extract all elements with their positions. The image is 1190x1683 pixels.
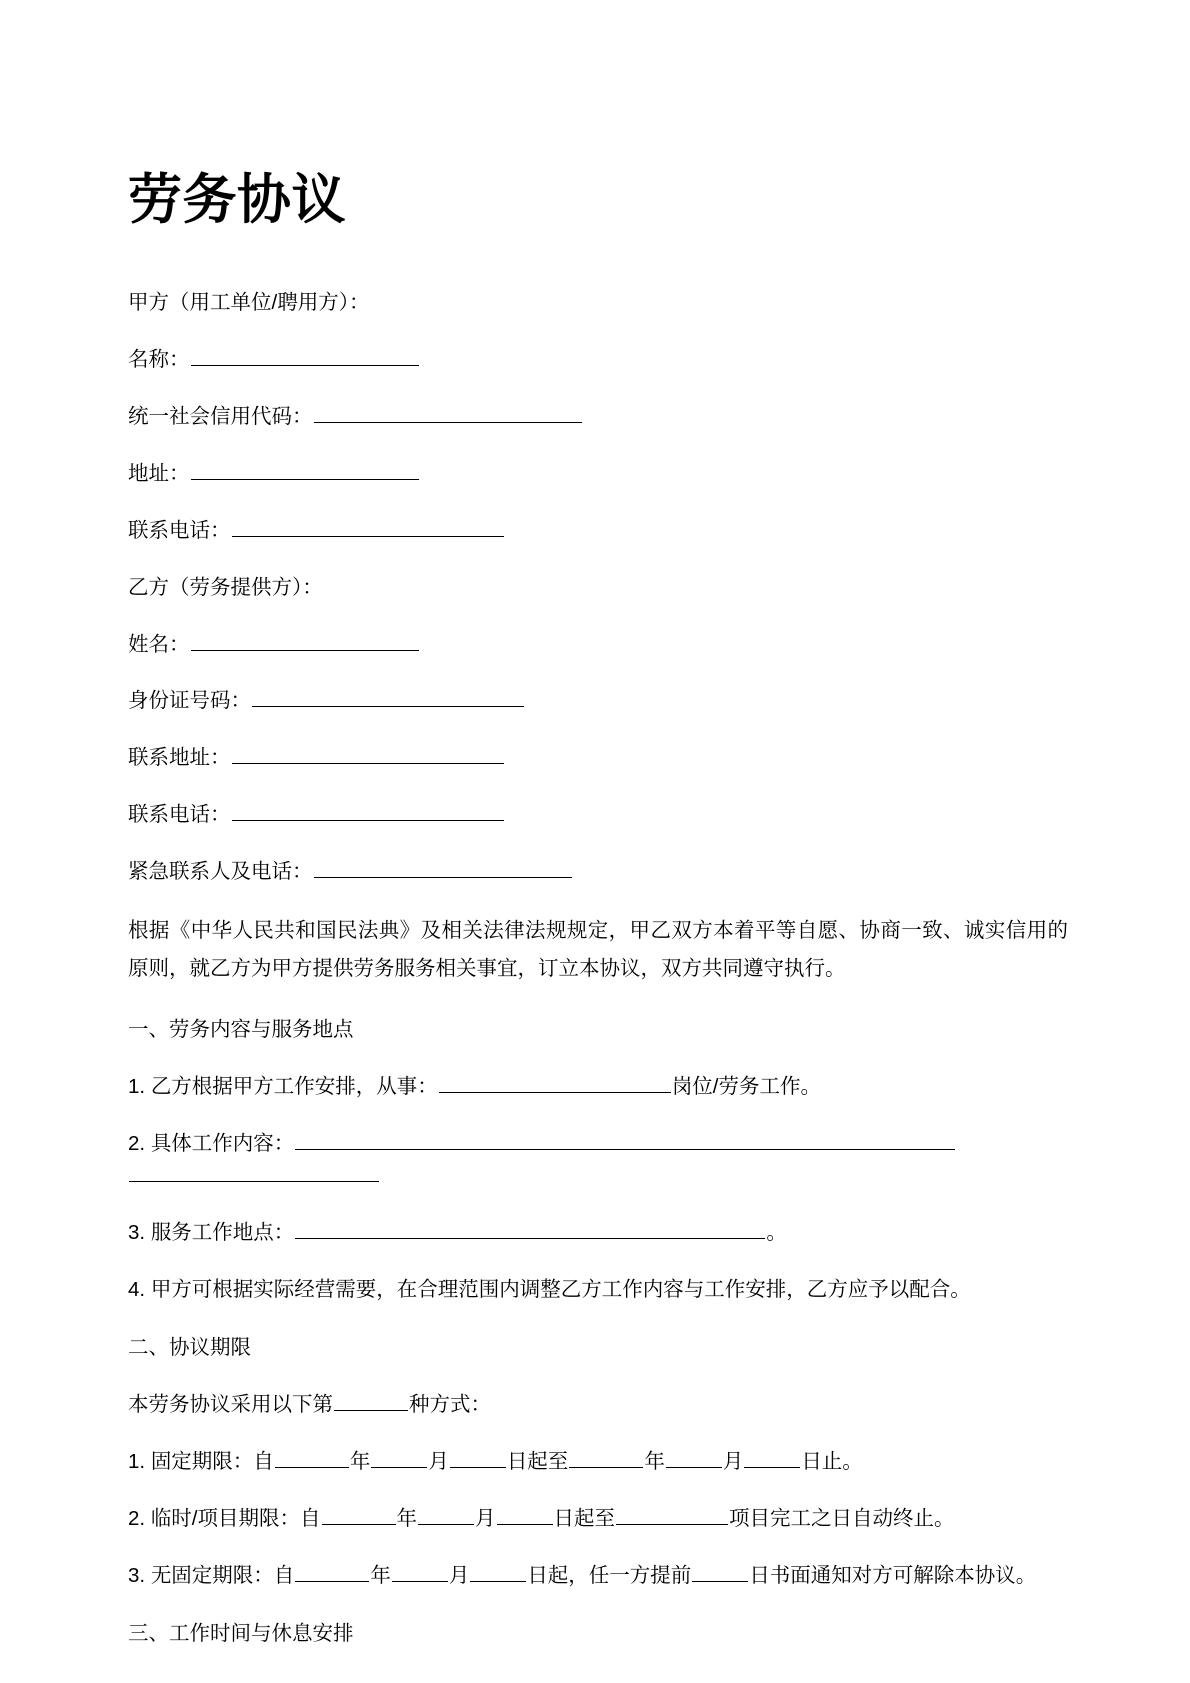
field-blank-emergency-contact[interactable] <box>314 858 572 878</box>
field-blank-contact-address[interactable] <box>232 744 504 764</box>
field-label: 联系电话： <box>128 518 231 542</box>
item-blank-end-year[interactable] <box>569 1447 643 1467</box>
item-number: 3. <box>128 1221 146 1245</box>
field-label: 名称： <box>128 347 190 371</box>
preamble-paragraph: 根据《中华人民共和国民法典》及相关法律法规规定，甲乙双方本着平等自愿、协商一致、诚实信用的原则，就乙方为甲方提供劳务服务相关事宜，订立本协议，双方共同遵守执行。 <box>128 919 1068 981</box>
section-heading-2: 二、协议期限 <box>128 1336 251 1359</box>
item-blank-project-start-day[interactable] <box>497 1504 553 1524</box>
item-blank-open-start-day[interactable] <box>470 1561 526 1581</box>
unit-year: 年 <box>370 1563 391 1587</box>
section-2-intro <box>128 1364 1068 1421</box>
party-b-heading: 乙方（劳务提供方）： <box>128 575 323 599</box>
field-blank-phone[interactable] <box>232 516 504 536</box>
item-blank-start-day[interactable] <box>450 1447 506 1467</box>
party-a-field-phone <box>128 490 1068 547</box>
item-blank-end-month[interactable] <box>666 1447 722 1467</box>
item-text-tail: 项目完工之日自动终止。 <box>729 1506 955 1530</box>
section-1-item-1 <box>128 1046 1068 1103</box>
field-label: 姓名： <box>128 632 190 656</box>
party-a-heading: 甲方（用工单位/聘用方）： <box>128 290 370 314</box>
field-label: 紧急联系人及电话： <box>128 860 313 884</box>
item-text-tail: 日书面通知对方可解除本协议。 <box>749 1563 1037 1587</box>
item-blank-end-day[interactable] <box>744 1447 800 1467</box>
item-text: 具体工作内容： <box>150 1132 295 1156</box>
section-1-item-3 <box>128 1192 1068 1249</box>
item-blank-open-start-year[interactable] <box>295 1561 369 1581</box>
item-text: 固定期限：自 <box>150 1449 274 1473</box>
item-blank-work-location[interactable] <box>295 1219 765 1239</box>
section-2-item-1 <box>128 1421 1068 1478</box>
party-b-field-id-number <box>128 660 1068 717</box>
item-text: 无固定期限：自 <box>150 1563 295 1587</box>
section-2-item-2 <box>128 1478 1068 1535</box>
item-number: 1. <box>128 1075 146 1099</box>
item-number: 2. <box>128 1506 146 1530</box>
item-text: 乙方根据甲方工作安排，从事： <box>150 1075 438 1099</box>
section-1-item-4 <box>128 1249 1068 1306</box>
item-text: 服务工作地点： <box>150 1221 295 1245</box>
item-blank-project-name[interactable] <box>616 1504 728 1524</box>
item-blank-project-start-month[interactable] <box>418 1504 474 1524</box>
field-blank-address[interactable] <box>191 459 419 479</box>
unit-month: 月 <box>475 1506 496 1530</box>
item-number: 3. <box>128 1563 146 1587</box>
section-1-item-2 <box>128 1103 1068 1192</box>
item-number: 4. <box>128 1278 146 1302</box>
unit-day: 日起至 <box>506 1449 569 1473</box>
item-text-tail: 日止。 <box>801 1449 863 1473</box>
intro-text: 本劳务协议采用以下第 <box>128 1392 333 1416</box>
field-label: 联系地址： <box>128 746 231 770</box>
item-text: 甲方可根据实际经营需要，在合理范围内调整乙方工作内容与工作安排，乙方应予以配合。 <box>150 1278 971 1302</box>
unit-year-2: 年 <box>644 1449 665 1473</box>
field-blank-fullname[interactable] <box>191 630 419 650</box>
item-blank-work-content-line1[interactable] <box>295 1130 955 1150</box>
section-heading-1: 一、劳务内容与服务地点 <box>128 1018 354 1042</box>
unit-year: 年 <box>396 1506 418 1530</box>
item-blank-open-start-month[interactable] <box>392 1561 448 1581</box>
party-a-field-name <box>128 319 1068 376</box>
intro-blank-option-number[interactable] <box>334 1391 408 1411</box>
unit-year: 年 <box>349 1449 371 1473</box>
item-text: 临时/项目期限：自 <box>150 1506 321 1530</box>
intro-text-tail: 种方式： <box>409 1392 491 1416</box>
party-b-field-contact-address <box>128 717 1068 774</box>
field-blank-contact-phone[interactable] <box>232 801 504 821</box>
unit-month: 月 <box>448 1563 470 1587</box>
item-text-tail: 岗位/劳务工作。 <box>671 1075 822 1099</box>
party-b-field-phone <box>128 774 1068 831</box>
section-heading-3: 三、工作时间与休息安排 <box>128 1621 354 1645</box>
field-label: 联系电话： <box>128 803 231 827</box>
field-blank-name[interactable] <box>191 345 419 365</box>
item-text-tail: 。 <box>766 1221 787 1245</box>
item-blank-start-month[interactable] <box>371 1447 427 1467</box>
item-blank-start-year[interactable] <box>275 1447 349 1467</box>
section-2-item-3 <box>128 1535 1068 1592</box>
item-number: 2. <box>128 1132 146 1156</box>
item-blank-work-content-line2[interactable] <box>129 1162 379 1182</box>
party-a-field-address <box>128 433 1068 490</box>
item-blank-project-start-year[interactable] <box>322 1504 396 1524</box>
field-label: 地址： <box>128 461 190 485</box>
document-content <box>128 0 1068 1650</box>
item-blank-position[interactable] <box>439 1073 671 1093</box>
field-label: 身份证号码： <box>128 689 251 713</box>
party-b-field-emergency-contact <box>128 831 1068 888</box>
field-label: 统一社会信用代码： <box>128 404 313 428</box>
unit-month: 月 <box>428 1449 449 1473</box>
page-title: 劳务协议 <box>128 170 346 230</box>
field-blank-credit-code[interactable] <box>314 402 582 422</box>
party-b-field-name <box>128 604 1068 661</box>
unit-month-2: 月 <box>722 1449 744 1473</box>
item-number: 1. <box>128 1449 146 1473</box>
unit-day: 日起至 <box>553 1506 616 1530</box>
party-a-field-credit-code <box>128 376 1068 433</box>
unit-day: 日起，任一方提前 <box>527 1563 692 1587</box>
item-blank-notice-days[interactable] <box>692 1561 748 1581</box>
field-blank-id-number[interactable] <box>252 687 524 707</box>
